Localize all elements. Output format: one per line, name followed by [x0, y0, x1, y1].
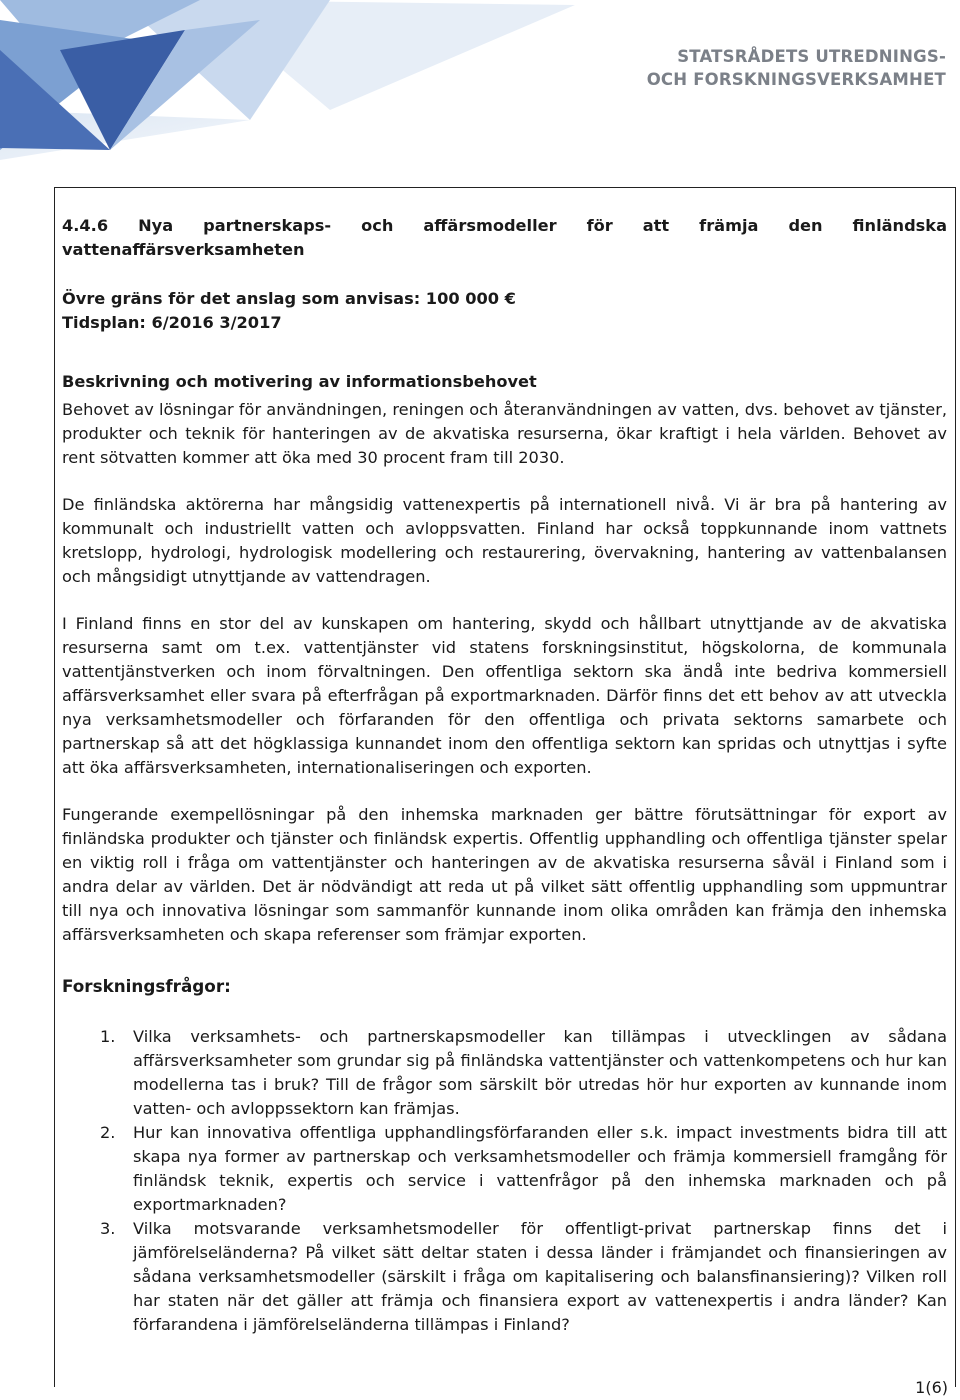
list-item	[62, 1121, 947, 1217]
paragraph: De finländska aktörerna har mångsidig vattenexpertis på internationell nivå. Vi är bra på hantering av kommunalt och industriellt vatten och avloppsvatten. Finland har också toppkunnande inom vattnets kretslopp, hydrologi, hydrologisk modellering och restaurering, övervakning, hantering av vattenbalansen och mångsidigt utnyttjande av vattendragen.	[62, 495, 947, 586]
header-triangles-graphic	[0, 0, 580, 160]
list-item-text: Vilka verksamhets- och partnerskapsmodeller kan tillämpas i utvecklingen av sådana affärsverksamheter som grundar sig på finländska vattentjänster och vattenkompetens och hur kan modellerna tas i bruk? Till de frågor som särskilt bör utredas hör hur exporten av kunnande inom vatten- och avloppssektorn kan främjas.	[133, 1027, 947, 1118]
organization-name	[647, 45, 946, 91]
document-content	[62, 214, 947, 1337]
list-item-number: 2.	[100, 1123, 116, 1142]
section-title: 4.4.6 Nya partnerskaps- och affärsmodeller för att främja den finländska vattenaffärsverksamheten	[62, 216, 947, 259]
list-item	[62, 1025, 947, 1121]
page-number: 1(6)	[915, 1378, 948, 1397]
paragraph: I Finland finns en stor del av kunskapen om hantering, skydd och hållbart utnyttjande av de akvatiska resurserna samt om t.ex. vattentjänster vid statens forskningsinstitut, högskolorna, de kommunala vattentjänstverken och inom förvaltningen. Den offentliga sektorn ska ändå inte bedriva kommersiell affärsverksamhet eller svara på efterfrågan på exportmarknaden. Därför finns det ett behov av att utveckla nya verksamhetsmodeller och förfaranden för den offentliga och privata sektorns samarbete och partnerskap så att det högklassiga kunnandet inom den offentliga sektorn kan spridas och utnyttjas i syfte att öka affärsverksamheten, internationaliseringen och exporten.	[62, 614, 947, 777]
organization-name-line-2: OCH FORSKNINGSVERKSAMHET	[646, 70, 946, 89]
section-meta	[62, 287, 947, 335]
list-item-number: 3.	[100, 1219, 116, 1238]
paragraph: Behovet av lösningar för användningen, reningen och återanvändningen av vatten, dvs. behovet av tjänster, produkter och teknik för hanteringen av de akvatiska resurserna, ökar kraftigt i hela världen. Behovet av rent sötvatten kommer att öka med 30 procent fram till 2030.	[62, 400, 947, 467]
list-item-number: 1.	[100, 1027, 116, 1046]
list-item-text: Hur kan innovativa offentliga upphandlingsförfaranden eller s.k. impact investments bidra till att skapa nya former av partnerskap och verksamhetsmodeller och främja kommersiell framgång för finländsk teknik, expertis och service i vattenfrågor på den inhemska marknaden och på exportmarknaden?	[133, 1123, 947, 1214]
paragraph: Fungerande exempellösningar på den inhemska marknaden ger bättre förutsättningar för export av finländska produkter och tjänster och finländsk expertis. Offentlig upphandling och offentliga tjänster spelar en viktig roll i fråga om vattentjänster och hanteringen av de akvatiska resurserna såväl i Finland som i andra delar av världen. Det är nödvändigt att reda ut på vilket sätt offentlig upphandling som uppmuntrar till nya och innovativa lösningar som sammanför kunnande inom olika områden kan främja den inhemska affärsverksamheten och skapa referenser som främjar exporten.	[62, 805, 947, 944]
organization-name-line-1: STATSRÅDETS UTREDNINGS-	[677, 47, 946, 66]
research-questions-list	[62, 1025, 947, 1337]
description-subheading: Beskrivning och motivering av informationsbehovet	[62, 372, 537, 391]
research-questions-heading: Forskningsfrågor:	[62, 976, 231, 996]
budget-limit: Övre gräns för det anslag som anvisas: 100 000 €	[62, 289, 516, 308]
list-item-text: Vilka motsvarande verksamhetsmodeller för offentligt-privat partnerskap finns det i jämförelseländerna? På vilket sätt deltar staten i dessa länder i främjandet och finansieringen av sådana verksamhetsmodeller (särskilt i fråga om kapitalisering och balansfinansiering)? Vilken roll har staten när det gäller att främja och finansiera export av vattenexpertis i andra länder? Kan förfarandena i jämförelseländerna tillämpas i Finland?	[133, 1219, 947, 1334]
schedule: Tidsplan: 6/2016 3/2017	[62, 313, 282, 332]
list-item	[62, 1217, 947, 1337]
